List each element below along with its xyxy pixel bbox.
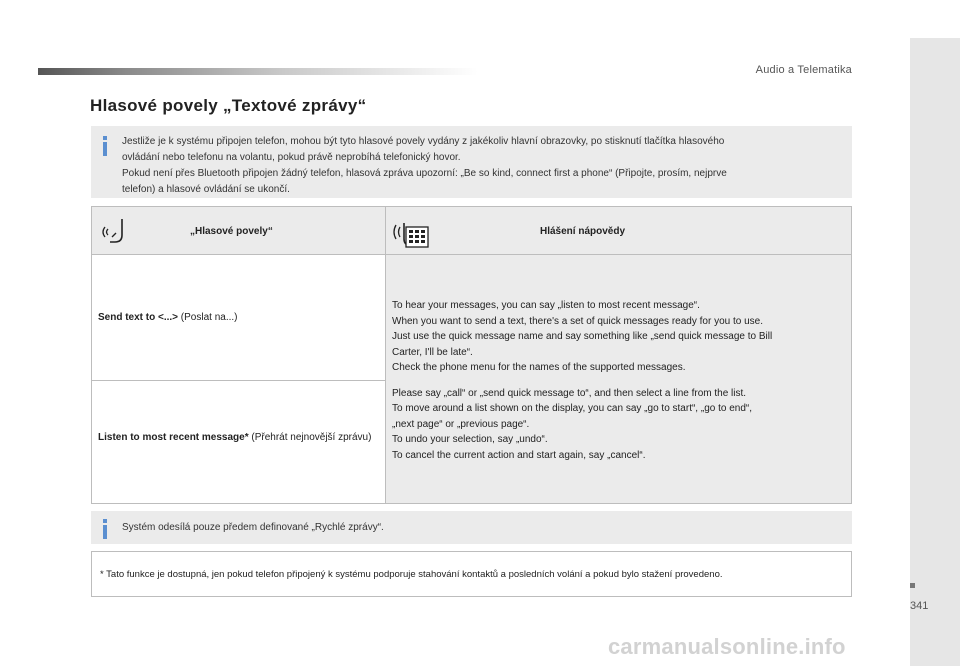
section-title: Audio a Telematika <box>755 64 852 76</box>
voice-help-icon <box>390 215 434 249</box>
row-divider <box>92 380 385 381</box>
help-line: Carter, I'll be late“. <box>392 346 473 358</box>
command-translation: (Přehrát nejnovější zprávu) <box>248 432 372 443</box>
info-line: telefon) a hlasové ovládání se ukončí. <box>122 184 290 195</box>
info-box-bottom <box>91 511 852 544</box>
table-header <box>92 207 851 255</box>
command-translation: (Poslat na...) <box>178 312 238 323</box>
page-marker <box>910 583 915 588</box>
command-name: Send text to <...> <box>98 312 179 323</box>
help-line: When you want to send a text, there's a set of quick messages ready for you to use. <box>392 315 763 327</box>
command-cell <box>98 310 378 326</box>
info-line: ovládání nebo telefonu na volantu, pokud právě neprobíhá telefonický hovor. <box>122 152 461 163</box>
page-number: 341 <box>910 600 929 612</box>
info-icon <box>103 519 107 537</box>
help-line: To cancel the current action and start again, say „cancel“. <box>392 449 646 461</box>
help-line: Just use the quick message name and say something like „send quick message to Bill <box>392 331 773 342</box>
help-messages <box>392 298 842 463</box>
page-side-strip <box>910 38 960 666</box>
command-cell <box>98 430 378 446</box>
voice-command-icon <box>100 215 132 247</box>
voice-commands-table <box>91 206 852 504</box>
info-text-bottom: Systém odesílá pouze předem definované „Rychlé zprávy“. <box>122 522 384 533</box>
info-line: Jestliže je k systému připojen telefon, mohou být tyto hlasové povely vydány z jakékoliv hlavní obrazovky, po stisknutí tlačítka hlasového <box>122 136 725 147</box>
help-line: „next page“ or „previous page“. <box>392 418 530 430</box>
help-line: To hear your messages, you can say „listen to most recent message“. <box>392 300 700 311</box>
info-line: Pokud není přes Bluetooth připojen žádný telefon, hlasová zpráva upozorní: „Be so kind, connect first a phone“ (Připojte, prosím, nejprve <box>122 168 727 179</box>
info-box-top <box>91 126 852 198</box>
command-name: Listen to most recent message* <box>98 432 249 443</box>
footnote-box <box>91 551 852 597</box>
footnote-text: * Tato funkce je dostupná, jen pokud telefon připojený k systému podporuje stahování kontaktů a posledních volání a pokud bylo stažení provedeno. <box>100 569 723 580</box>
header-gradient-bar <box>38 68 478 75</box>
help-line: To undo your selection, say „undo“. <box>392 434 548 445</box>
page-title: Hlasové povely „Textové zprávy“ <box>90 96 367 115</box>
help-line: Please say „call“ or „send quick message to“, and then select a line from the list. <box>392 387 747 399</box>
watermark: carmanualsonline.info <box>608 634 846 659</box>
help-line: To move around a list shown on the display, you can say „go to start“, „go to end“, <box>392 403 753 414</box>
column-header-voice: „Hlasové povely“ <box>190 226 273 237</box>
help-line: Check the phone menu for the names of the supported messages. <box>392 362 686 373</box>
info-text-top <box>122 134 840 198</box>
info-icon <box>103 136 107 154</box>
column-divider <box>385 207 386 503</box>
column-header-help: Hlášení nápovědy <box>540 226 626 237</box>
